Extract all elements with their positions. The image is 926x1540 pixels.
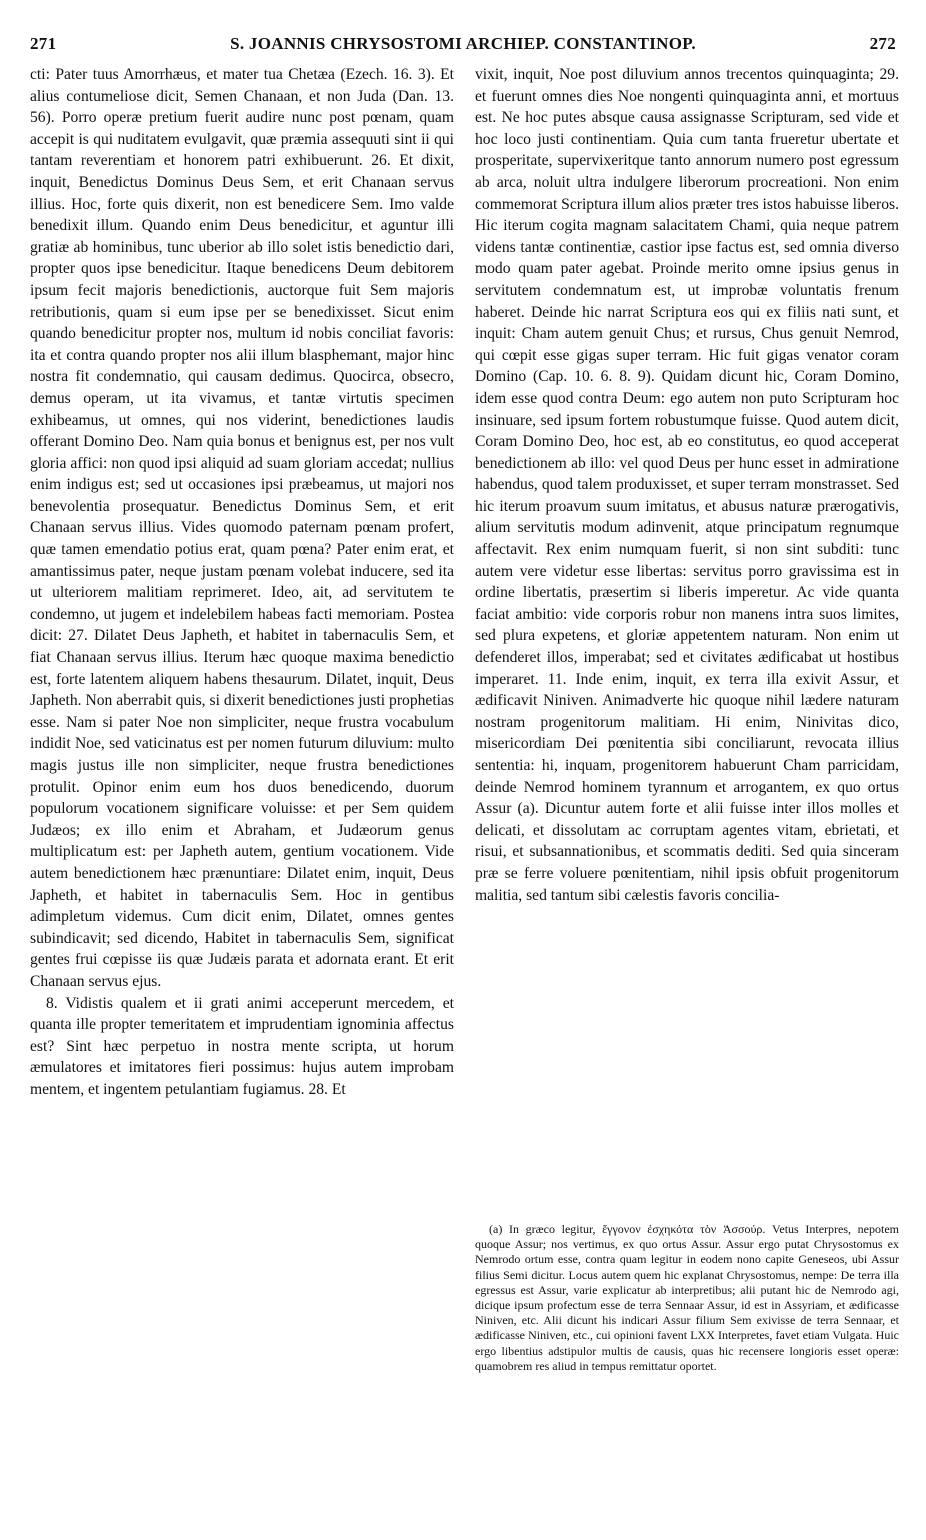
right-column	[475, 64, 899, 906]
page-number-left: 271	[30, 34, 57, 53]
right-paragraph-1: vixit, inquit, Noe post diluvium annos trecentos quinquaginta; 29. et fuerunt omnes dies Noe nongenti quinquaginta anni, et mortuus est. Ne hoc putes absque causa assignasse Scripturam, sed vide et hoc loco justi continentiam. Quia cum tanta frueretur ubertate et prosperitate, supervixeritque tanto annorum numero post egressum ab arca, noluit ultra indulgere liberorum procreationi. Non enim commemorat Scriptura illum alios præter tres istos habuisse liberos. Hic iterum cogita magnam salacitatem Chami, quia neque patrem videns tantæ continentiæ, castior ipse factus est, sed omnia diverso modo quam pater agebat. Proinde merito omne ipsius genus in servitutem condemnatum est, ut improbæ voluntatis frenum haberet. Deinde hic narrat Scriptura eos qui ex filiis nati sunt, et inquit: Cham autem genuit Chus; et rursus, Chus genuit Nemrod, qui cœpit esse gigas super terram. Hic fuit gigas venator coram Domino (Cap. 10. 6. 8. 9). Quidam dicunt hic, Coram Domino, idem esse quod contra Deum: ego autem non puto Scripturam hoc insinuare, sed ipsum fortem robustumque fuisse. Quod autem dicit, Coram Domino Deo, hoc est, ab eo constitutus, eo quod acceperat benedictionem ab illo: vel quod Deus per hunc esset in admiratione habendus, quod talem produxisset, et super terram monstrasset. Sed hic iterum proavum suum imitatus, et abusus naturæ prærogativis, alium servitutis modum adinvenit, atque principatum regnumque affectavit. Rex enim numquam fuerit, si non sint subditi: tunc autem vere videtur esse libertas: servitus porro gravissima est in ordine libertatis, præsertim si liberis imperetur. Ac vide quanta faciat ambitio: vide corporis robur non manens intra suos limites, sed plura expetens, et gloriæ appetentem naturam. Non enim ut defenderet illos, imperabat; sed et civitates ædificabat ut hostibus imperaret. 11. Inde enim, inquit, ex terra illa exivit Assur, et ædificavit Niniven. Animadverte hic quoque nihil lædere naturam nostram progenitorum malitiam. Hi enim, Ninivitas dico, misericordiam Dei pœnitentia sibi conciliarunt, revocata illius sententia: hi, inquam, progenitorem habuerunt Cham parricidam, deinde Nemrod hominem tyrannum et arrogantem, ex quo ortus Assur (a). Dicuntur autem forte et alii fuisse inter illos molles et delicati, et dissolutam ac corruptam agentes vitam, ebrietati, et risui, et subsannationibus, et scommatis dediti. Sed quia sinceram præ se ferre voluere pœnitentiam, nihil ipsis obfuit progenitorum malitia, sed tantum sibi cælestis favoris concilia-	[475, 66, 899, 904]
footnote-text: (a) In græco legitur, ἔγγονον ἐσχηκότα τὸν Ἀσσούρ. Vetus Interpres, nepotem quoque Assur; nos vertimus, ex quo ortus Assur. Assur ergo putat Chrysostomus ex Nemrodo ortum esse, contra quam legitur in eodem nono capite Geneseos, ubi Assur filius Semi dicitur. Locus autem quem hic explanat Chrysostomus, nempe: De terra illa egressus est Assur, varie explicatur ab interpretibus; alii putant hic de Nemrodo agi, dicique ipsum profectum esse de terra Sennaar Assur, id est in Assyriam, et ædificasse Niniven, etc. Alii dicunt his indicari Assur filium Sem exivisse de terra Sennaar, et ædificasse Niniven, etc., cui opinioni favent LXX Interpretes, favet etiam Vulgata. Huic ergo libentius adstipulor multis de causis, quas hic recensere longioris esset operæ: quamobrem res aliud in tempus remittatur oportet.	[475, 1222, 899, 1373]
running-title: S. JOANNIS CHRYSOSTOMI ARCHIEP. CONSTANTINOP.	[230, 34, 696, 53]
left-column	[30, 64, 454, 1101]
running-header	[30, 34, 896, 58]
left-paragraph-1: cti: Pater tuus Amorrhæus, et mater tua Chetæa (Ezech. 16. 3). Et alius contumeliose dicit, Semen Chanaan, et non Juda (Dan. 13. 56). Porro operæ pretium fuerit audire nunc post pœnam, quam accepit is qui nuditatem evulgavit, quæ præmia assequuti sint ii qui tantam reverentiam et honorem patri exhibuerunt. 26. Et dixit, inquit, Benedictus Dominus Deus Sem, et erit Chanaan servus illius. Hoc, forte quis dixerit, non est benedicere Sem. Imo valde benedixit illum. Quando enim Deus benedicitur, et aguntur illi gratiæ ab hominibus, tunc uberior ab illo solet istis benedictio dari, propter quos ipse benedicitur. Itaque benedicens Deum debitorem ipsum fecit majoris benedictionis, auctorque fuit Sem majoris retributionis, quam si eum ipse per se benedixisset. Sicut enim quando benedicitur propter nos, multum id nobis conciliat favoris: ita et contra quando propter nos alii illum blasphemant, major hinc nostra fit condemnatio, qui causam dedimus. Quocirca, obsecro, demus operam, ut ita vivamus, et tantæ virtutis specimen exhibeamus, ut omnes, qui nos viderint, benedictiones laudis offerant Domino Deo. Nam quia bonus et benignus est, per nos vult gloria affici: non quod ipsi aliquid ad suam gloriam accedat; nullius enim indigus est; sed ut occasiones ipsi præbeamus, ut majori nos benevolentia prosequatur. Benedictus Dominus Sem, et erit Chanaan servus illius. Vides quomodo paternam pœnam profert, quæ tamen emendatio potius erat, quam pœna? Pater enim erat, et amantissimus pater, neque justam pœnam volebat inducere, sed ita ut ulteriorem malitiam reprimeret. Ideo, ait, ad servitutem te condemno, ut jugem et indelebilem habeas facti memoriam. Postea dicit: 27. Dilatet Deus Japheth, et habitet in tabernaculis Sem, et fiat Chanaan servus illius. Iterum hæc quoque maxima benedictio est, forte latentem aliquem habens thesaurum. Dilatet, inquit, Deus Japheth. Non aberrabit quis, si dixerit benedictiones justi prophetias esse. Nam si pater Noe non simpliciter, neque frustra vocabulum indidit Noe, sed vaticinatus est per nomen futurum diluvium: multo magis justus ille non simpliciter, neque frustra benedictiones protulit. Opinor enim eum hos duos benedicendo, duorum populorum vocationem significare voluisse: et per Sem quidem Judæos; ex illo enim et Abraham, et Judæorum genus multiplicatum est: per Japheth autem, gentium vocationem. Vide autem benedictionem hæc prænuntiare: Dilatet enim, inquit, Deus Japheth, et habitet in tabernaculis Sem. Hoc in gentibus adimpletum videmus. Cum dicit enim, Dilatet, omnes gentes subindicavit; sed dicendo, Habitet in tabernaculis Sem, significat gentes frui cœpisse iis quæ Judæis parata et adornata erant. Et erit Chanaan servus ejus.	[30, 66, 454, 990]
page-number-right: 272	[869, 34, 896, 53]
left-paragraph-2: 8. Vidistis qualem et ii grati animi acceperunt mercedem, et quanta ille propter temeritatem et imprudentiam ignominia affectus est? Sint hæc perpetuo in nostra mente scripta, ut horum æmulatores et imitatores fieri possimus: hujus autem improbam mentem, et ingentem petulantiam fugiamus. 28. Et	[30, 994, 454, 1098]
footnote	[475, 1222, 899, 1374]
